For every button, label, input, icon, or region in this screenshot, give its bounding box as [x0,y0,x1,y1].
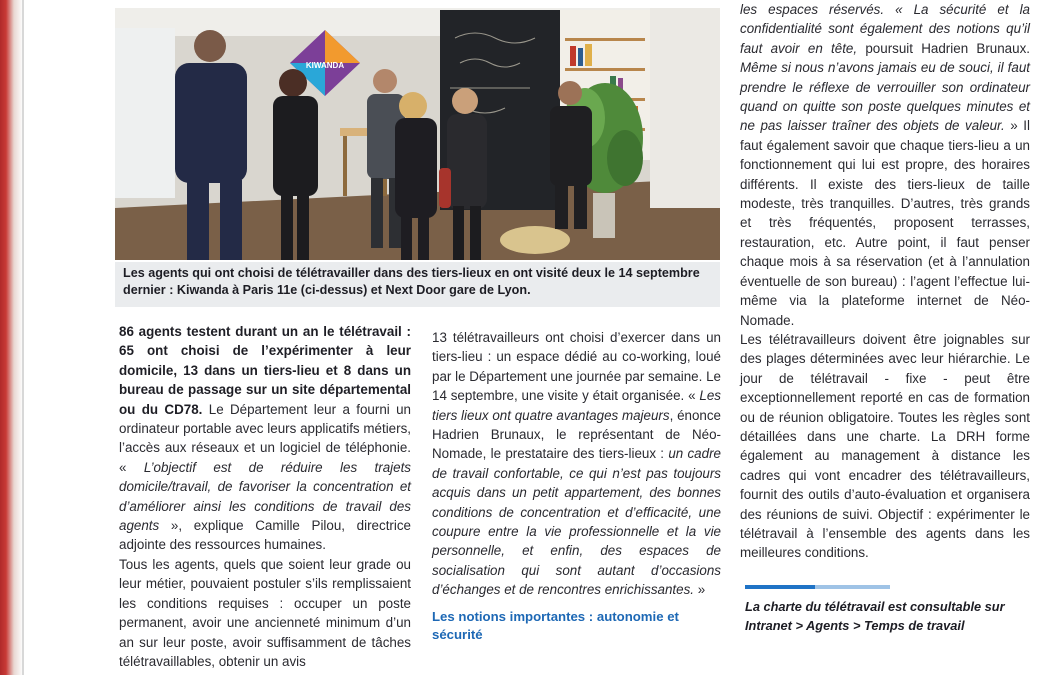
quote-italic: Même si nous n’avons jamais eu de souci, il faut prendre le réflexe de verrouiller son ordinateur quand on quitte son poste quelques minutes et ne pas laisser traîner des objets de valeur. [740,60,1030,134]
blue-rule-divider [745,585,890,589]
text-run: 13 télétravailleurs ont choisi d’exercer dans un tiers-lieu : un espace dédié au co-working, loué par le Département une journée par semaine. Le 14 septembre, une visite y était organisée. « [432,330,721,404]
page-gutter-shadow [22,0,24,675]
article-photo [115,8,720,260]
photo-caption [115,262,720,307]
lead-text: 86 agents testent durant un an le télétravail : 65 ont choisi de l’expérimenter à leur domicile, 13 dans un tiers-lieu et 8 dans un bureau de passage sur un site départemental ou du CD78. [119,324,411,417]
paragraph [432,328,721,600]
text-run: », explique Camille Pilou, directrice adjointe des ressources humaines. [119,518,411,553]
quote-italic: Les tiers lieux ont quatre avantages majeurs [432,388,721,423]
text-run: , énonce Hadrien Brunaux, le représentant de Néo-Nomade, le prestataire des tiers-lieux : [432,407,721,462]
quote-italic: un cadre de travail confortable, ce qui n’est pas toujours acquis dans un petit appartement, des bonnes conditions de concentration et d’efficacité, une coupure entre la vie professionnelle et la vie personnelle, et enfin, des espaces de socialisation qui sont autant d’occasions d’échanges et de rencontres enrichissantes. [432,446,721,598]
text-run: poursuit Hadrien Brunaux. [857,40,1030,56]
text-run: » Il faut également savoir que chaque tiers-lieu a un fonctionnement qui lui est propre, des horaires différents. Il existe des tiers-lieux de taille modeste, très tranquilles. D’autres, très grands et très fréquentés, proposent terrasses, restauration, etc. Autre point, il faut penser chaque mois à sa réservation (et à l’annulation éventuelle de son bureau) : l’agent l’effectue lui-même via la plateforme internet de Néo-Nomade. [740,118,1030,328]
coworking-scene-illustration [115,8,720,260]
paragraph: Les télétravailleurs doivent être joignables sur des plages déterminées avec leur hiérarchie. Le jour de télétravail - fixe - peut être exceptionnellement reporté en cas de formation ou de réunion obligatoire. Toutes les règles sont détaillées dans une charte. La DRH forme également au management à distance les cadres qui vont encadrer des télétravailleurs, fournit des outils d’auto-évaluation et organisera des réunions de suivi. Objectif : expérimenter le télétravail à l’ensemble des agents dans les meilleures conditions. [740,331,1030,561]
caption-text: Les agents qui ont choisi de télétravailler dans des tiers-lieux en ont visité deux le 14 septembre dernier : Kiwanda à Paris 11e (ci-dessus) et Next Door gare de Lyon. [123,266,700,297]
article-column-2 [432,328,721,644]
charte-note: La charte du télétravail est consultable sur Intranet > Agents > Temps de travail [745,599,1005,633]
quote-italic: L’objectif est de réduire les trajets domicile/travail, de favoriser la concentration et d’améliorer ainsi les conditions de travail des agents [119,459,412,534]
svg-text:KIWANDA: KIWANDA [305,61,345,70]
article-column-1 [119,322,411,671]
page-binding-edge [0,0,22,675]
paragraph: Tous les agents, quels que soient leur grade ou leur métier, pouvaient postuler s’ils remplissaient les conditions requises : occuper un poste permanent, avoir une ancienneté minimum d’un an sur leur poste, avoir suffisamment de tâches télétravaillables, obtenir un avis [119,556,411,669]
section-subheading: Les notions importantes : autonomie et sécurité [432,608,679,642]
text-run: » [694,582,706,598]
paragraph [740,0,1030,330]
quote-italic: les espaces réservés. « La sécurité et la confidentialité sont également des notions qu’il faut avoir en tête, [740,2,1030,56]
article-column-3 [740,0,1030,563]
paragraph [119,322,411,555]
text-run: Le Département leur a fourni un ordinateur portable avec leurs applicatifs métiers, l’accès aux réseaux et un logiciel de téléphonie. « [119,401,411,475]
